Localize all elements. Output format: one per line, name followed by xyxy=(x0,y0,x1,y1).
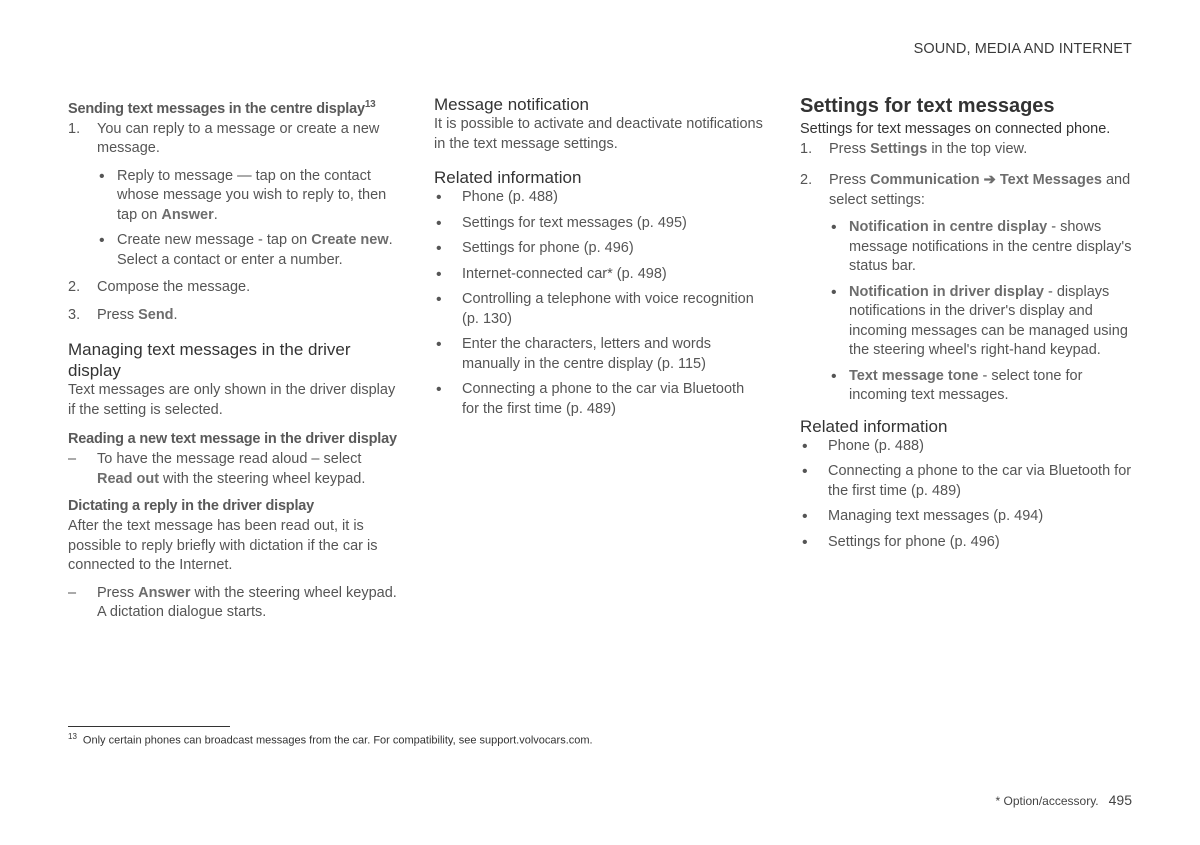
setting-option: • Text message tone - select tone for incoming text messages. xyxy=(829,367,1132,406)
running-header: SOUND, MEDIA AND INTERNET xyxy=(913,41,1132,57)
heading-reading-new-message: Reading a new text message in the driver display xyxy=(68,431,397,448)
related-link[interactable]: • Settings for phone (p. 496) xyxy=(434,239,764,259)
footnote: $^{13}$ Only certain phones can broadcast messages from the car. For compatibility, see support.volvocars.com. xyxy=(68,732,593,747)
step-1: 1. You can reply to a message or create a new message. • Reply to message — tap on the contact whose message you wish to reply to, then tap on Answer. • Create new message - tap on Create new. Select a contact or enter a number. xyxy=(68,120,398,271)
related-link[interactable]: • Connecting a phone to the car via Bluetooth for the first time (p. 489) xyxy=(434,380,764,419)
section-intro: Settings for text messages on connected phone. xyxy=(800,121,1111,137)
column-middle xyxy=(434,94,764,425)
heading-message-notification: Message notification xyxy=(434,95,589,114)
footnote-ref[interactable]: 13 xyxy=(364,99,376,110)
related-link[interactable]: • Connecting a phone to the car via Bluetooth for the first time (p. 489) xyxy=(800,462,1132,501)
settings-steps xyxy=(800,140,1132,406)
sending-steps xyxy=(68,120,398,326)
page-footer xyxy=(995,792,1132,808)
heading-related-information: Related information xyxy=(434,168,582,187)
column-left xyxy=(68,94,398,629)
related-link[interactable]: • Phone (p. 488) xyxy=(800,437,1132,457)
related-link[interactable]: • Settings for phone (p. 496) xyxy=(800,533,1132,553)
heading-dictating-reply: Dictating a reply in the driver display xyxy=(68,498,315,515)
page-number: 495 xyxy=(1108,792,1132,808)
settings-options xyxy=(829,218,1132,406)
paragraph-notification: It is possible to activate and deactivate notifications in the text message settings. xyxy=(434,116,763,152)
setting-option: • Notification in centre display - shows message notifications in the centre display's status bar. xyxy=(829,218,1132,277)
reply-options xyxy=(97,167,398,271)
column-right xyxy=(800,94,1132,558)
heading-related-information: Related information xyxy=(800,416,948,436)
related-link[interactable]: • Managing text messages (p. 494) xyxy=(800,507,1132,527)
dictating-instruction: – Press Answer with the steering wheel keypad. A dictation dialogue starts. xyxy=(68,584,397,621)
arrow-right-icon: ➔ xyxy=(979,172,1000,188)
related-link[interactable]: • Internet-connected car* (p. 498) xyxy=(434,265,764,285)
setting-option: • Notification in driver display - displays notifications in the driver's display and incoming messages can be managed using the steering wheel's right-hand keypad. xyxy=(829,283,1132,361)
step-2: 2. Compose the message. xyxy=(68,279,251,296)
step-2: 2. Press Communication ➔ Text Messages and select settings: • Notification in centre display - shows message notifications in the centre display's status bar. • Notification in driver display - displays notifications in the driver's display and incoming messages can be managed using the steering wheel's right-hand keypad. • Text message tone - select tone for incoming text messages. xyxy=(800,171,1132,406)
paragraph-managing: Text messages are only shown in the driver display if the setting is selected. xyxy=(68,382,396,418)
step-1: 1. Press Settings in the top view. xyxy=(800,140,1028,157)
heading-sending-centre-display: Sending text messages in the centre display$^{13}$ xyxy=(68,99,376,117)
footnote-divider xyxy=(68,726,230,727)
related-link[interactable]: • Controlling a telephone with voice recognition (p. 130) xyxy=(434,290,764,329)
paragraph-dictating: After the text message has been read out, it is possible to reply briefly with dictation if the car is connected to the Internet. xyxy=(68,518,378,574)
option-accessory-note: * Option/accessory. xyxy=(995,794,1099,808)
heading-managing-driver-display: Managing text messages in the driver display xyxy=(68,340,351,381)
section-title: Settings for text messages xyxy=(800,95,1055,117)
related-links xyxy=(800,437,1132,553)
reading-instruction: – To have the message read aloud – select Read out with the steering wheel keypad. xyxy=(68,451,366,487)
list-item: • Reply to message — tap on the contact whose message you wish to reply to, then tap on Answer. xyxy=(97,167,398,226)
related-links xyxy=(434,188,764,419)
related-link[interactable]: • Enter the characters, letters and words manually in the centre display (p. 115) xyxy=(434,335,764,374)
step-3: 3. Press Send. xyxy=(68,306,178,323)
related-link[interactable]: • Settings for text messages (p. 495) xyxy=(434,214,764,234)
list-item: • Create new message - tap on Create new. Select a contact or enter a number. xyxy=(97,231,398,270)
related-link[interactable]: • Phone (p. 488) xyxy=(434,188,764,208)
